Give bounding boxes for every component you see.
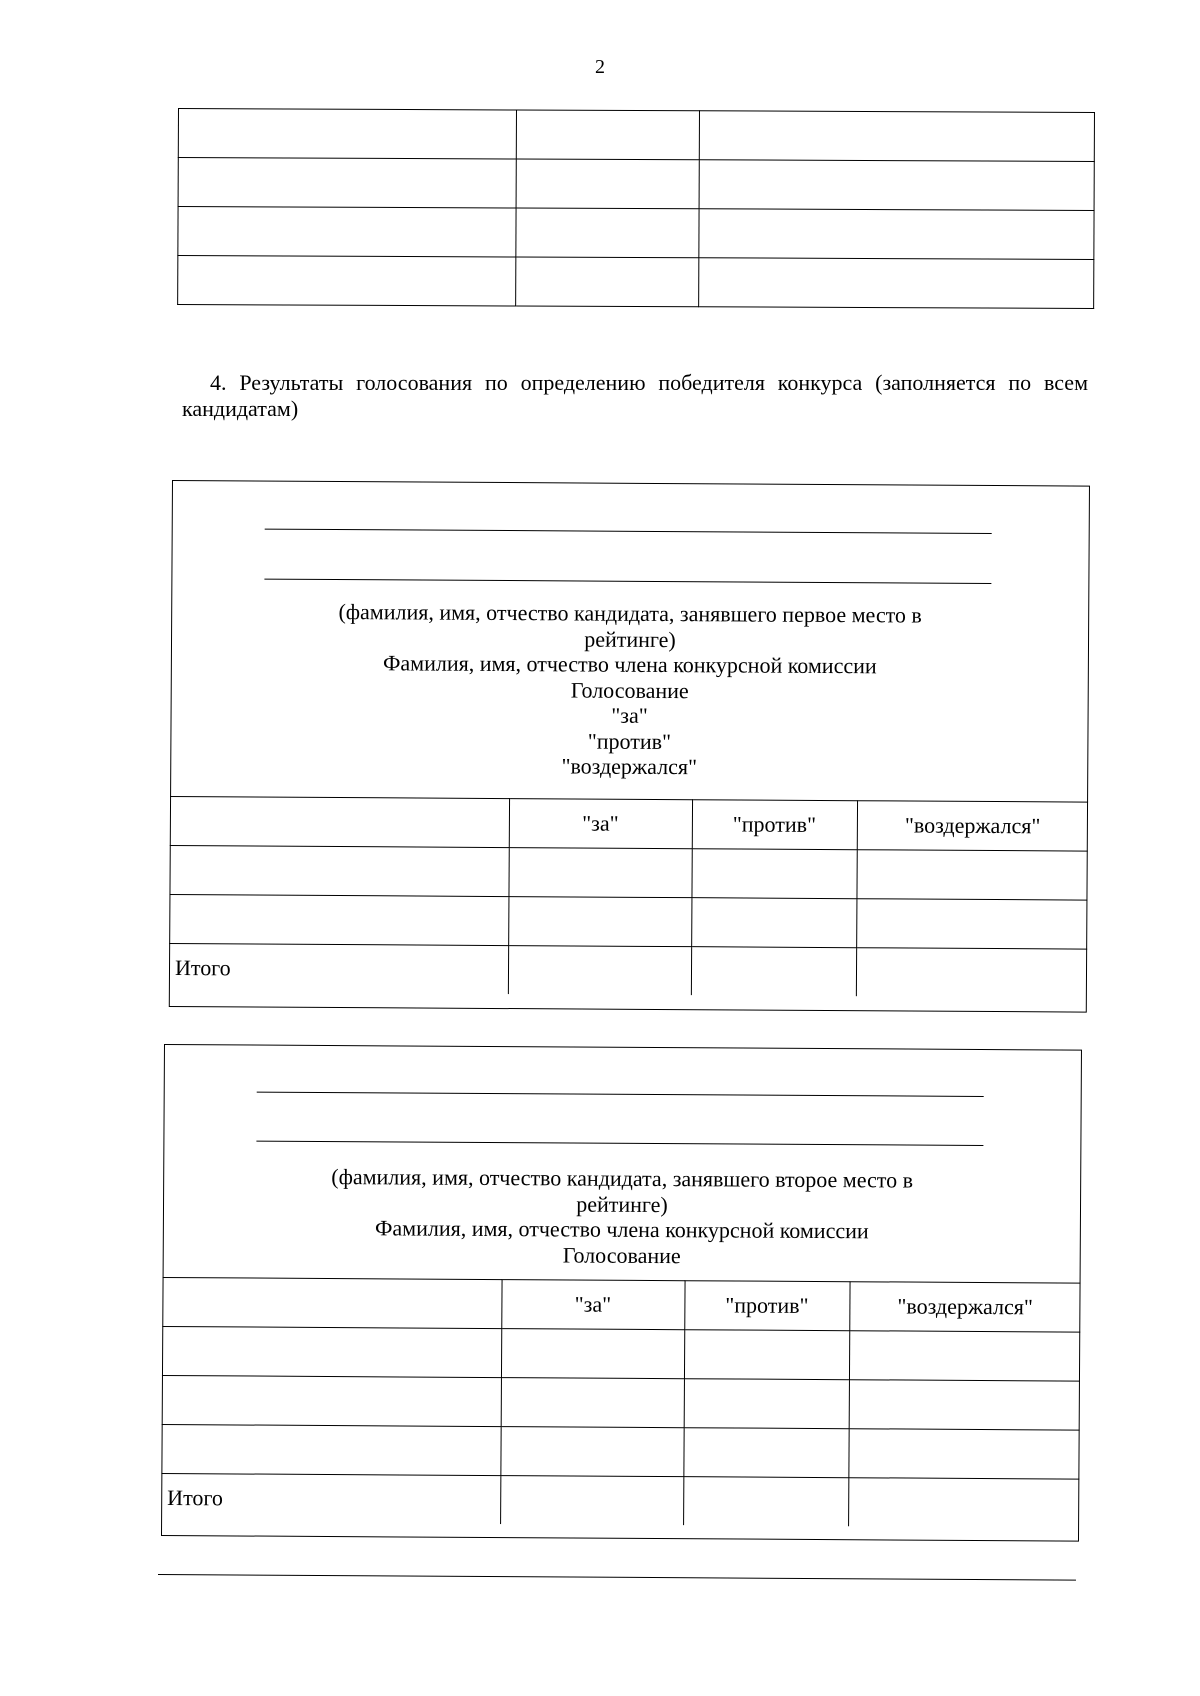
- table-cell: [178, 109, 516, 159]
- table-row: [178, 109, 1094, 162]
- second-place-voting-block: [161, 1044, 1082, 1542]
- vote-cell: [684, 1379, 849, 1429]
- vote-cell: [856, 899, 1087, 949]
- table-row: [178, 158, 1094, 211]
- caption: [164, 1163, 1081, 1271]
- column-header: [170, 796, 509, 847]
- table-row: [162, 1326, 1080, 1381]
- table-row: [161, 1424, 1079, 1479]
- vote-cell: [849, 1380, 1080, 1430]
- vote-cell: [683, 1477, 848, 1527]
- member-name-cell: [162, 1375, 501, 1426]
- table-row: [178, 256, 1094, 309]
- table-total-row: [169, 943, 1087, 997]
- table-cell: [699, 111, 1094, 162]
- caption-line: рейтинге): [584, 626, 676, 652]
- candidate-name-line: [264, 579, 991, 584]
- table-cell: [178, 207, 516, 257]
- column-header-against: "против": [684, 1281, 849, 1331]
- vote-cell: [849, 1331, 1080, 1381]
- table-cell: [699, 209, 1094, 260]
- voting-table: [169, 796, 1088, 998]
- vote-cell: [501, 1378, 684, 1428]
- column-header-abstained: "воздержался": [849, 1282, 1080, 1332]
- column-header-for: "за": [509, 799, 692, 849]
- caption-line: "против": [587, 728, 672, 754]
- caption-line: Фамилия, имя, отчество члена конкурсной комиссии: [382, 650, 877, 679]
- column-header-abstained: "воздержался": [857, 801, 1088, 851]
- vote-cell: [500, 1476, 683, 1526]
- member-name-cell: [161, 1424, 500, 1475]
- table-total-row: [161, 1473, 1079, 1527]
- vote-cell: [691, 849, 856, 899]
- table-row: [162, 1375, 1080, 1430]
- column-header-for: "за": [501, 1280, 684, 1330]
- caption-line: "за": [611, 702, 648, 728]
- vote-cell: [684, 1330, 849, 1380]
- column-header: [162, 1277, 501, 1328]
- column-header-against: "против": [692, 800, 857, 850]
- vote-cell: [501, 1329, 684, 1379]
- vote-cell: [856, 850, 1087, 900]
- table-header-row: [170, 796, 1088, 851]
- caption-line: (фамилия, имя, отчество кандидата, занявшего первое место в: [338, 599, 922, 628]
- caption-line: "воздержался": [561, 753, 698, 780]
- vote-cell: [848, 1478, 1079, 1528]
- table-cell: [699, 160, 1094, 211]
- candidate-name-line: [257, 1092, 984, 1097]
- top-table: [177, 108, 1095, 309]
- table-header-row: [162, 1277, 1080, 1332]
- caption: [171, 598, 1088, 782]
- caption-line: Голосование: [570, 676, 689, 703]
- caption-line: Фамилия, имя, отчество члена конкурсной комиссии: [374, 1215, 869, 1244]
- table-row: [178, 207, 1094, 260]
- voting-table: [161, 1277, 1080, 1528]
- caption-line: (фамилия, имя, отчество кандидата, занявшего второе место в: [331, 1164, 914, 1193]
- first-place-voting-block: [169, 480, 1090, 1013]
- caption-line: Голосование: [562, 1241, 681, 1268]
- table-cell: [178, 256, 516, 306]
- member-name-cell: [162, 1326, 501, 1377]
- member-name-cell: [169, 845, 508, 896]
- vote-cell: [508, 848, 691, 898]
- total-label: Итого: [161, 1473, 500, 1524]
- member-name-cell: [169, 894, 508, 945]
- vote-cell: [691, 898, 856, 948]
- table-cell: [699, 258, 1094, 309]
- table-cell: [178, 158, 516, 208]
- vote-cell: [848, 1429, 1079, 1479]
- vote-cell: [683, 1428, 848, 1478]
- table-cell: [516, 110, 699, 160]
- candidate-name-line: [256, 1141, 983, 1146]
- total-label: Итого: [169, 943, 508, 994]
- vote-cell: [856, 948, 1087, 998]
- vote-cell: [691, 947, 856, 997]
- candidate-name-line: [265, 529, 992, 534]
- vote-cell: [508, 897, 691, 947]
- table-row: [169, 894, 1087, 949]
- table-row: [169, 845, 1087, 900]
- table-cell: [516, 208, 699, 258]
- table-cell: [516, 159, 699, 209]
- vote-cell: [508, 946, 691, 996]
- vote-cell: [500, 1427, 683, 1477]
- page-number: 2: [595, 56, 605, 78]
- footer-divider: [158, 1574, 1076, 1581]
- section-4-heading: 4. Результаты голосования по определению победителя конкурса (заполняется по всем кандидатам): [182, 370, 1088, 421]
- caption-line: рейтинге): [576, 1191, 668, 1217]
- table-cell: [516, 257, 699, 307]
